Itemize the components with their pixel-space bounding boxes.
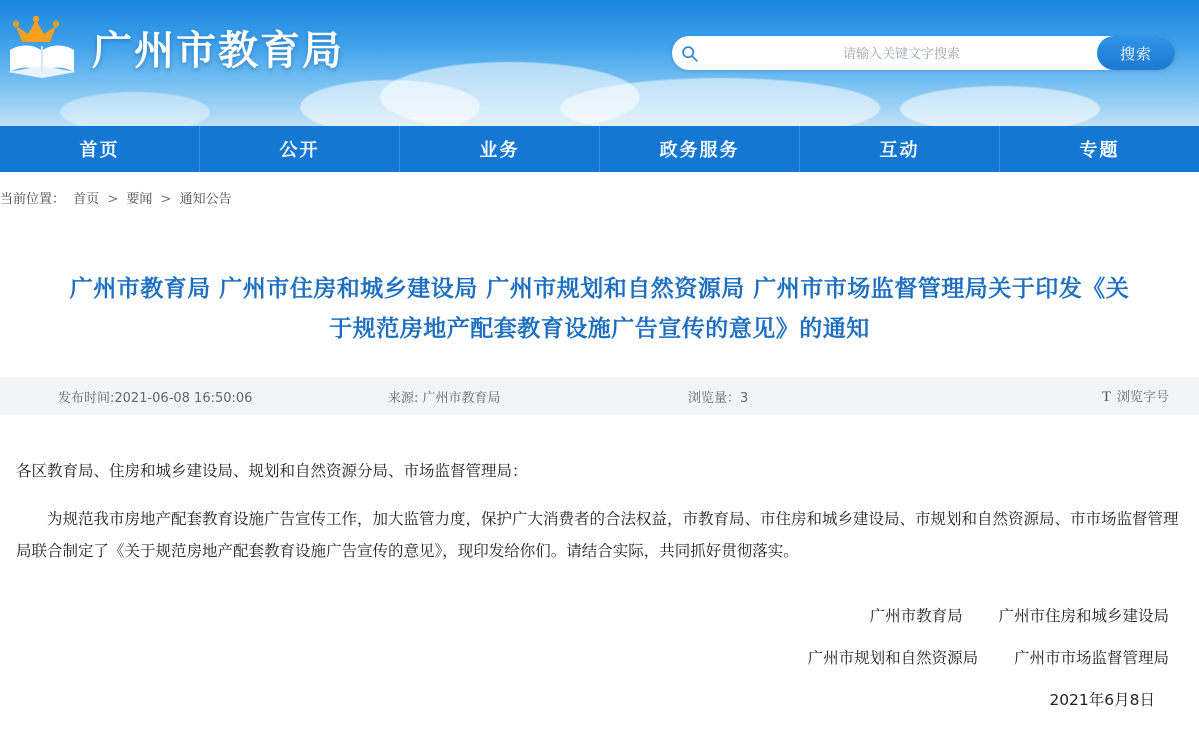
site-header-banner bbox=[0, 0, 1199, 126]
nav-item-interaction[interactable]: 互动 bbox=[800, 126, 1000, 172]
article-paragraph: 为规范我市房地产配套教育设施广告宣传工作，加大监管力度，保护广大消费者的合法权益，市教育局、市住房和城乡建设局、市规划和自然资源局、市市场监督管理局联合制定了《关于规范房地产配套教育设施广告宣传的意见》，现印发给你们。请结合实际，共同抓好贯彻落实。 bbox=[16, 509, 1179, 560]
signature-org-3: 广州市规划和自然资源局 bbox=[807, 648, 979, 667]
article-signature bbox=[16, 595, 1183, 721]
open-book-crown-logo-icon bbox=[8, 16, 78, 78]
main-navigation bbox=[0, 126, 1199, 172]
signature-org-4: 广州市市场监督管理局 bbox=[1013, 648, 1169, 667]
breadcrumb-separator: > bbox=[107, 192, 119, 207]
text-size-icon: T bbox=[1101, 389, 1111, 405]
breadcrumb bbox=[0, 172, 1199, 207]
breadcrumb-label: 当前位置： bbox=[0, 192, 66, 207]
signature-org-2: 广州市住房和城乡建设局 bbox=[998, 606, 1169, 625]
nav-item-business[interactable]: 业务 bbox=[400, 126, 600, 172]
publish-time: 发布时间:2021-06-08 16:50:06 bbox=[58, 390, 253, 406]
view-count: 浏览量：3 bbox=[688, 390, 749, 406]
nav-item-home[interactable]: 首页 bbox=[0, 126, 200, 172]
site-title: 广州市教育局 bbox=[92, 27, 344, 74]
page-title: 广州市教育局 广州市住房和城乡建设局 广州市规划和自然资源局 广州市市场监督管理局关于印发《关于规范房地产配套教育设施广告宣传的意见》的通知 bbox=[69, 276, 1130, 342]
search-icon bbox=[672, 45, 706, 62]
breadcrumb-item-notices[interactable]: 通知公告 bbox=[179, 192, 232, 207]
breadcrumb-item-news[interactable]: 要闻 bbox=[126, 192, 153, 207]
signature-line-1 bbox=[16, 595, 1169, 637]
nav-item-open[interactable]: 公开 bbox=[200, 126, 400, 172]
cloud-decoration bbox=[60, 92, 210, 126]
search-input[interactable] bbox=[706, 37, 1097, 69]
article-body bbox=[0, 455, 1199, 721]
search-box[interactable] bbox=[672, 36, 1175, 70]
breadcrumb-separator: > bbox=[160, 192, 172, 207]
article-source: 来源: 广州市教育局 bbox=[388, 390, 501, 406]
cloud-decoration bbox=[300, 80, 480, 126]
signature-date: 2021年6月8日 bbox=[1049, 690, 1155, 709]
article-meta-bar bbox=[0, 377, 1199, 415]
search-button[interactable]: 搜索 bbox=[1097, 36, 1175, 70]
breadcrumb-item-home[interactable]: 首页 bbox=[73, 192, 100, 207]
site-logo[interactable] bbox=[8, 14, 344, 80]
nav-item-topics[interactable]: 专题 bbox=[1079, 140, 1120, 161]
cloud-decoration bbox=[900, 86, 1100, 126]
signature-org-1: 广州市教育局 bbox=[869, 606, 963, 625]
font-size-label: 浏览字号 bbox=[1116, 390, 1169, 405]
signature-line-2 bbox=[16, 637, 1169, 679]
nav-item-government-services[interactable]: 政务服务 bbox=[600, 126, 800, 172]
article-salutation: 各区教育局、住房和城乡建设局、规划和自然资源分局、市场监督管理局： bbox=[16, 462, 528, 480]
font-size-control[interactable] bbox=[1018, 386, 1199, 406]
